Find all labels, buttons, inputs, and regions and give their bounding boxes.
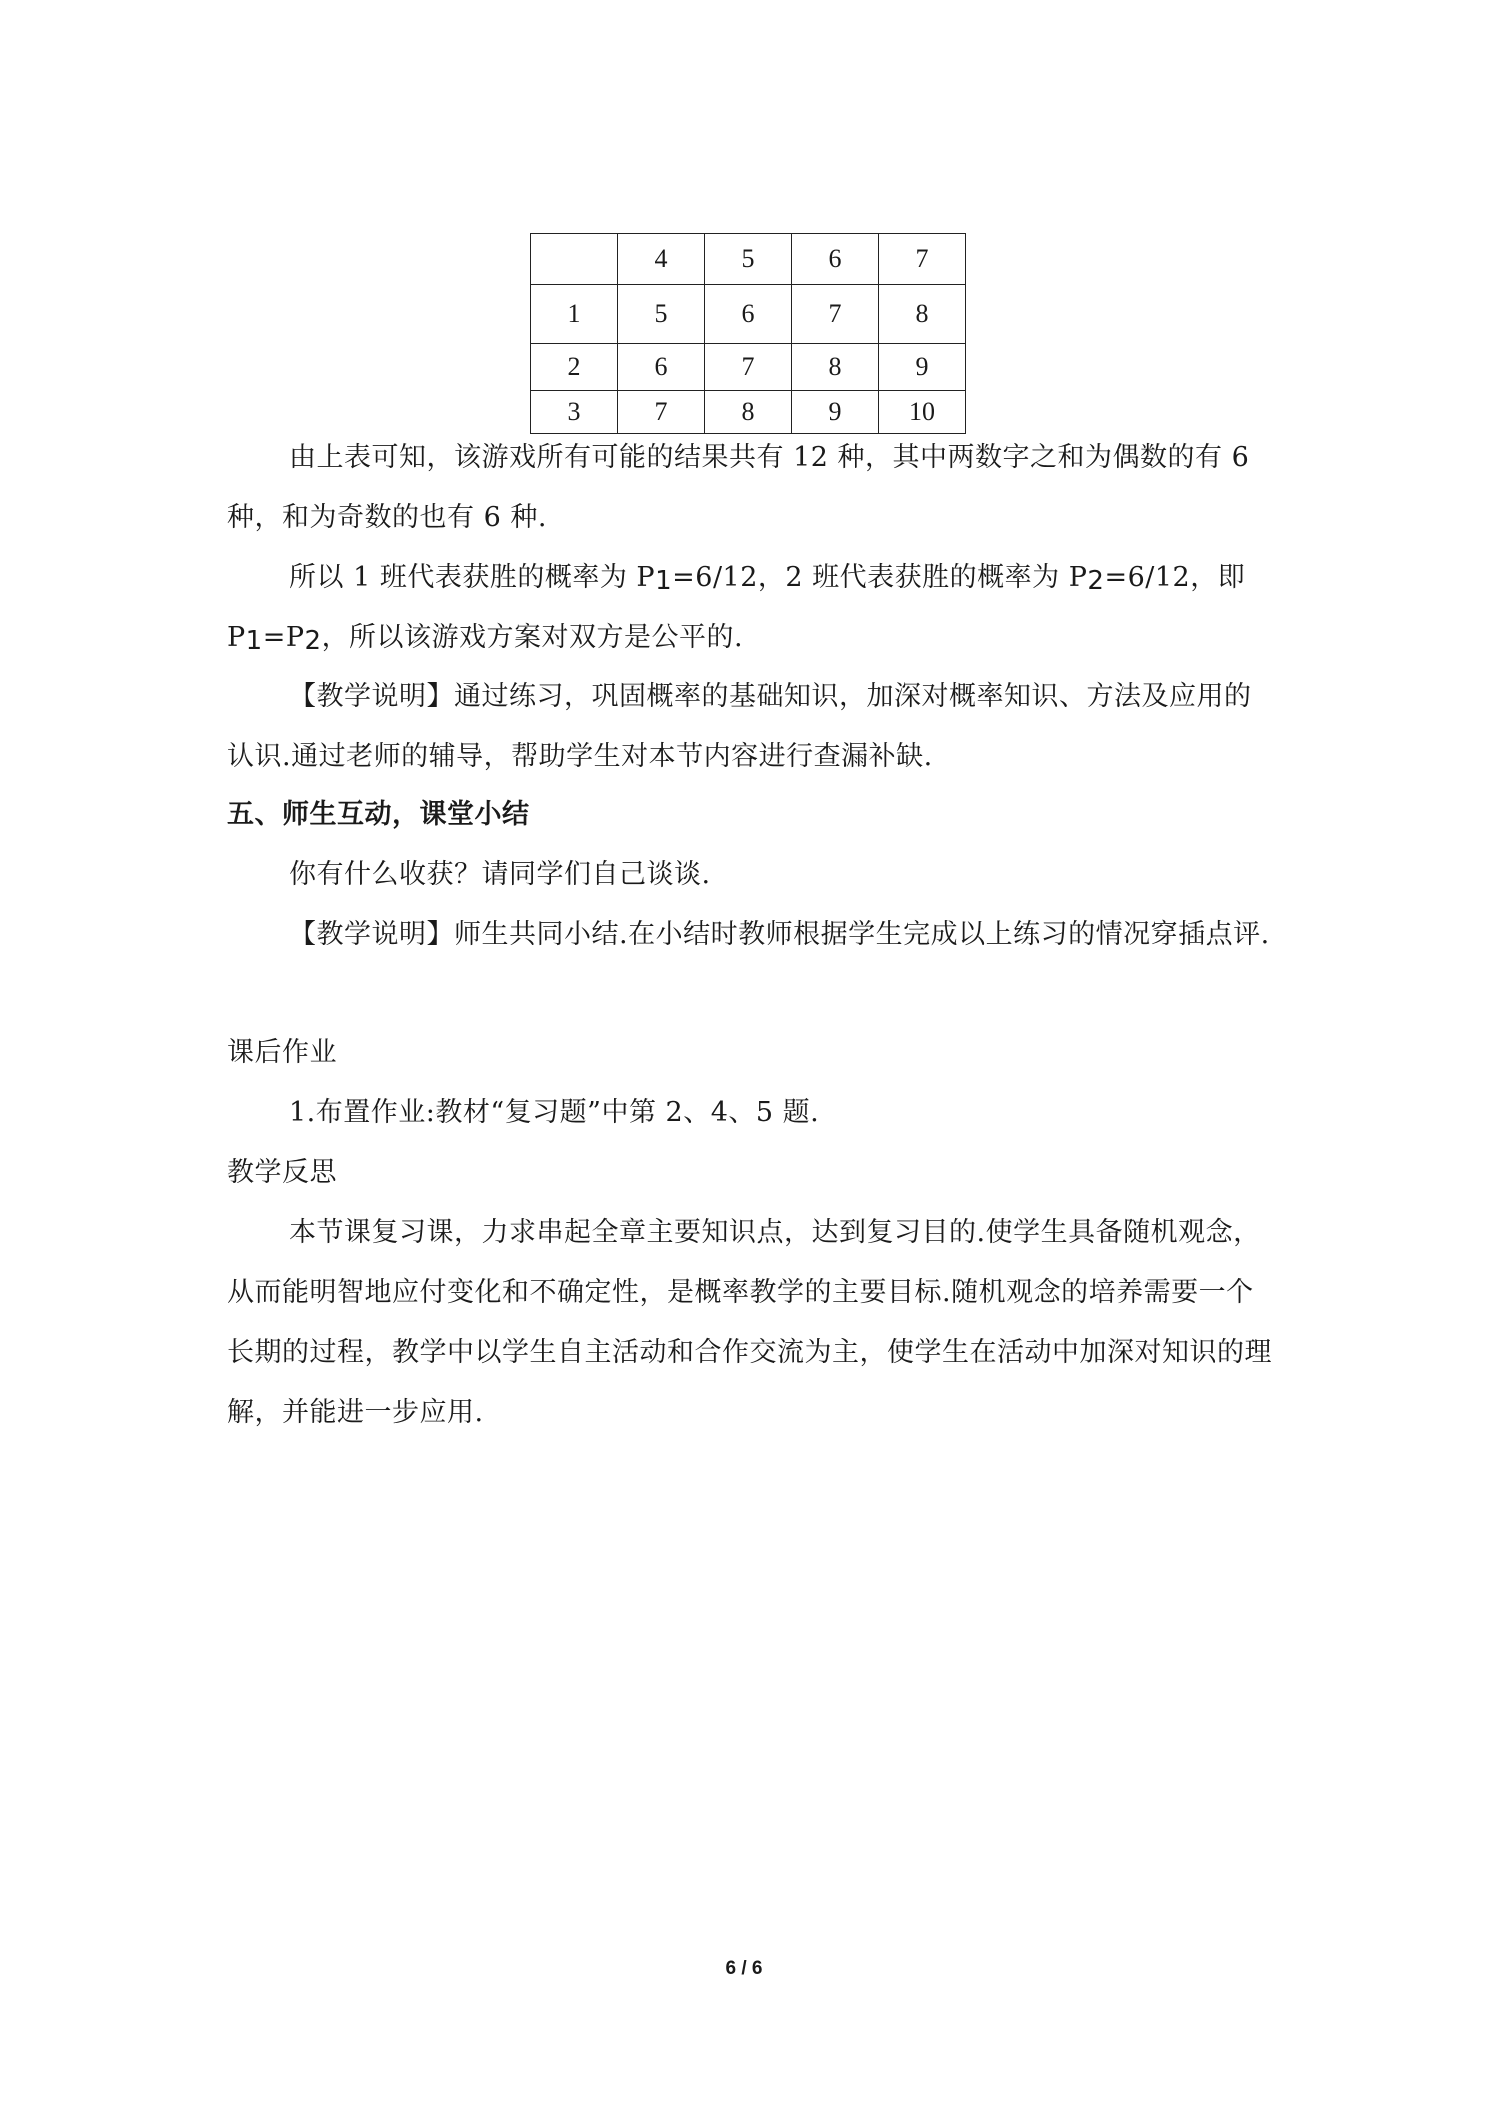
section-heading-5: 五、师生互动，课堂小结	[227, 799, 530, 830]
table-header-row	[531, 234, 966, 285]
table-cell: 2	[531, 344, 618, 391]
subscript: 1	[655, 566, 673, 596]
paragraph-question: 你有什么收获？请同学们自己谈谈.	[289, 859, 711, 890]
table-cell	[531, 234, 618, 285]
paragraph-teaching-note-2: 【教学说明】师生共同小结.在小结时教师根据学生完成以上练习的情况穿插点评.	[289, 919, 1270, 950]
page-number: 6 / 6	[725, 1958, 763, 1979]
subscript: 2	[304, 626, 322, 656]
text-fragment: =6/12，2 班代表获胜的概率为 P	[672, 562, 1088, 593]
table-row	[531, 285, 966, 344]
table-row	[531, 344, 966, 391]
table-cell: 6	[792, 234, 879, 285]
table-cell: 6	[705, 285, 792, 344]
table-cell: 7	[705, 344, 792, 391]
text-fragment: 所以 1 班代表获胜的概率为 P	[289, 562, 656, 593]
subscript: 2	[1087, 566, 1105, 596]
table-cell: 8	[705, 391, 792, 434]
table-cell: 5	[618, 285, 705, 344]
table-cell: 1	[531, 285, 618, 344]
table-cell: 7	[618, 391, 705, 434]
homework-title: 课后作业	[227, 1037, 337, 1068]
text-fragment: =6/12，即 P	[227, 562, 1246, 653]
table-cell: 10	[879, 391, 966, 434]
table-cell: 8	[792, 344, 879, 391]
paragraph-result-count: 由上表可知，该游戏所有可能的结果共有 12 种，其中两数字之和为偶数的有 6 种，和为奇数的也有 6 种.	[227, 442, 1250, 533]
table-cell: 9	[792, 391, 879, 434]
table-cell: 6	[618, 344, 705, 391]
table-cell: 9	[879, 344, 966, 391]
homework-item: 1.布置作业:教材“复习题”中第 2、4、5 题.	[289, 1097, 820, 1128]
table-cell: 7	[792, 285, 879, 344]
table-cell: 8	[879, 285, 966, 344]
table-cell: 5	[705, 234, 792, 285]
reflection-title: 教学反思	[227, 1157, 337, 1188]
text-fragment: ，所以该游戏方案对双方是公平的.	[321, 622, 744, 653]
table-cell: 4	[618, 234, 705, 285]
subscript: 1	[245, 626, 263, 656]
reflection-paragraph: 本节课复习课，力求串起全章主要知识点，达到复习目的.使学生具备随机观念，从而能明智地应付变化和不确定性，是概率教学的主要目标.随机观念的培养需要一个长期的过程，教学中以学生自主活动和合作交流为主，使学生在活动中加深对知识的理解，并能进一步应用.	[227, 1217, 1272, 1428]
table-cell: 3	[531, 391, 618, 434]
paragraph-probability	[227, 548, 1277, 668]
table-cell: 7	[879, 234, 966, 285]
paragraph-teaching-note-1: 【教学说明】通过练习，巩固概率的基础知识，加深对概率知识、方法及应用的认识.通过老师的辅导，帮助学生对本节内容进行查漏补缺.	[227, 681, 1252, 772]
text-fragment: =P	[262, 622, 305, 653]
sum-table	[530, 233, 966, 434]
